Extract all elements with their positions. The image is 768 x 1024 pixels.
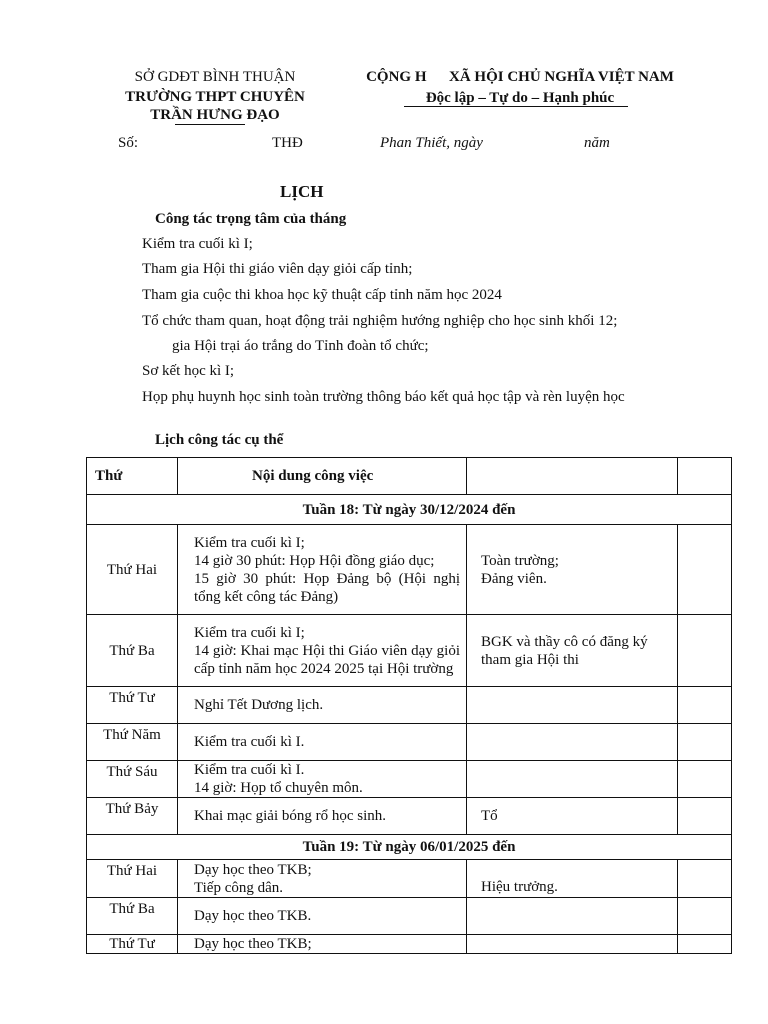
- focus-item: Kiểm tra cuối kì I;: [142, 236, 253, 252]
- week-18-label: Tuần 18: Từ ngày 30/12/2024 đến: [87, 495, 732, 525]
- participants-cell: [467, 525, 678, 615]
- nation-motto: Độc lập – Tự do – Hạnh phúc: [425, 90, 615, 106]
- focus-item: gia Hội trại áo trắng do Tỉnh đoàn tổ chức;: [142, 338, 429, 354]
- content-cell: [178, 935, 467, 954]
- content-cell: [178, 798, 467, 835]
- content-line: Kiểm tra cuối kì I.: [194, 762, 305, 778]
- day-cell: Thứ Năm: [87, 724, 178, 761]
- table-header-row: [87, 458, 732, 495]
- note-cell: [678, 761, 732, 798]
- participants-cell: [467, 761, 678, 798]
- table-row: [87, 935, 732, 954]
- note-cell: [678, 860, 732, 898]
- content-line: 14 giờ: Họp tổ chuyên môn.: [194, 780, 363, 796]
- content-line: Kiểm tra cuối kì I.: [194, 734, 305, 750]
- content-line: Dạy học theo TKB.: [194, 908, 312, 924]
- content-line: Kiểm tra cuối kì I;: [194, 534, 305, 551]
- focus-item: Tổ chức tham quan, hoạt động trải nghiệm hướng nghiệp cho học sinh khối 12;: [142, 313, 618, 329]
- participants-cell: [467, 724, 678, 761]
- focus-item: Tham gia cuộc thi khoa học kỹ thuật cấp tỉnh năm học 2024: [142, 287, 502, 303]
- participant-line: Toàn trường;: [481, 552, 559, 569]
- content-line: Tiếp công dân.: [194, 879, 284, 896]
- place-date: Phan Thiết, ngày: [380, 135, 483, 151]
- participants-cell: [467, 798, 678, 835]
- day-cell: Thứ Sáu: [87, 761, 178, 798]
- focus-item: Sơ kết học kì I;: [142, 363, 235, 379]
- content-cell: [178, 898, 467, 935]
- participants-cell: [467, 860, 678, 898]
- week-row: [87, 495, 732, 525]
- content-cell: [178, 615, 467, 687]
- content-cell: [178, 687, 467, 724]
- content-cell: [178, 724, 467, 761]
- table-row: [87, 860, 732, 898]
- content-cell: [178, 761, 467, 798]
- org-school-line2: TRẦN HƯNG ĐẠO: [150, 107, 280, 123]
- note-cell: [678, 724, 732, 761]
- nation-title: CỘNG H XÃ HỘI CHỦ NGHĨA VIỆT NAM: [366, 69, 674, 85]
- table-row: [87, 687, 732, 724]
- participants-cell: [467, 935, 678, 954]
- table-row: [87, 724, 732, 761]
- day-cell: Thứ Ba: [87, 898, 178, 935]
- content-line: 14 giờ 30 phút: Họp Hội đồng giáo dục;: [194, 552, 435, 569]
- table-row: [87, 898, 732, 935]
- focus-heading: Công tác trọng tâm của tháng: [155, 211, 347, 227]
- content-line: Kiểm tra cuối kì I;: [194, 624, 305, 641]
- note-cell: [678, 525, 732, 615]
- content-line: 14 giờ: Khai mạc Hội thi Giáo viên dạy giỏi cấp tỉnh năm học 2024 2025 tại Hội trường: [194, 642, 460, 677]
- table-row: [87, 525, 732, 615]
- year-word: năm: [584, 135, 610, 151]
- note-cell: [678, 615, 732, 687]
- note-cell: [678, 935, 732, 954]
- content-line: 15 giờ 30 phút: Họp Đảng bộ (Hội nghị tổng kết công tác Đảng): [194, 570, 460, 605]
- column-header-content: Nội dung công việc: [178, 458, 467, 495]
- org-school-line1: TRƯỜNG THPT CHUYÊN: [125, 89, 305, 105]
- page-title: LỊCH: [280, 182, 324, 201]
- column-header-day: Thứ: [87, 458, 178, 495]
- doc-number-suffix: THĐ: [272, 135, 303, 151]
- column-header-participants: [467, 458, 678, 495]
- content-cell: [178, 860, 467, 898]
- week-row: [87, 835, 732, 860]
- content-cell: [178, 525, 467, 615]
- note-cell: [678, 687, 732, 724]
- content-line: Dạy học theo TKB;: [194, 861, 312, 878]
- participant-line: Tổ: [481, 808, 498, 824]
- day-cell: Thứ Hai: [87, 525, 178, 615]
- participants-cell: [467, 898, 678, 935]
- note-cell: [678, 798, 732, 835]
- participants-cell: [467, 615, 678, 687]
- participant-line: Đảng viên.: [481, 570, 547, 587]
- content-line: Nghỉ Tết Dương lịch.: [194, 697, 324, 713]
- column-header-note: [678, 458, 732, 495]
- schedule-heading: Lịch công tác cụ thể: [155, 432, 284, 448]
- participant-line: BGK và thầy cô có đăng ký tham gia Hội thi: [481, 633, 648, 668]
- table-row: [87, 615, 732, 687]
- note-cell: [678, 898, 732, 935]
- week-19-label: Tuần 19: Từ ngày 06/01/2025 đến: [87, 835, 732, 860]
- day-cell: Thứ Tư: [87, 935, 178, 954]
- day-cell: Thứ Ba: [87, 615, 178, 687]
- content-line: Khai mạc giải bóng rổ học sinh.: [194, 808, 387, 824]
- day-cell: Thứ Bảy: [87, 798, 178, 835]
- day-cell: Thứ Tư: [87, 687, 178, 724]
- table-row: [87, 798, 732, 835]
- participants-cell: [467, 687, 678, 724]
- content-line: Dạy học theo TKB;: [194, 936, 312, 952]
- focus-item: Họp phụ huynh học sinh toàn trường thông báo kết quả học tập và rèn luyện học: [142, 389, 625, 405]
- org-department: SỞ GDĐT BÌNH THUẬN: [134, 69, 296, 85]
- motto-underline: [404, 106, 628, 107]
- day-cell: Thứ Hai: [87, 860, 178, 898]
- doc-number-label: Số:: [118, 135, 139, 151]
- participant-line: Hiệu trưởng.: [481, 879, 558, 895]
- focus-item: Tham gia Hội thi giáo viên dạy giỏi cấp tỉnh;: [142, 261, 413, 277]
- table-row: [87, 761, 732, 798]
- schedule-table: [86, 457, 732, 954]
- org-underline: [175, 124, 245, 125]
